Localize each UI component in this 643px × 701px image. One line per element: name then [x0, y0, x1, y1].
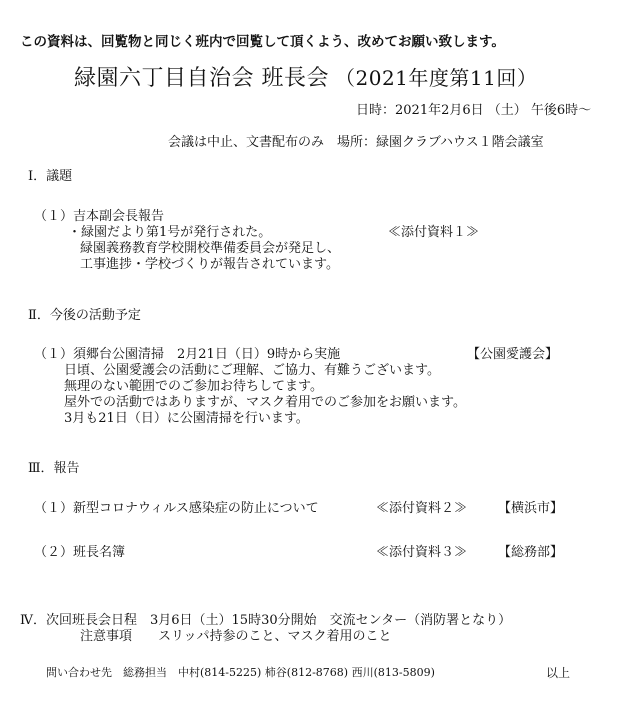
meeting-venue: 会議は中止、文書配布のみ 場所：緑園クラブハウス１階会議室	[168, 135, 544, 150]
section-2-item-1-tag: 【公園愛護会】	[467, 347, 559, 362]
title-main: 緑園六丁目自治会 班長会	[74, 66, 329, 91]
page-title	[74, 68, 537, 90]
meeting-datetime: 日時：2021年2月6日 （土） 午後6時〜	[356, 103, 592, 118]
section-1-item-1-line-1: ・緑園だより第1号が発行された。	[68, 225, 272, 240]
section-4-heading: Ⅳ．次回班長会日程 3月6日（土）15時30分開始 交流センター（消防署となり）	[20, 613, 512, 628]
section-2-heading: Ⅱ．今後の活動予定	[28, 308, 141, 323]
section-2-item-1-line-1: 日頃、公園愛護会の活動にご理解、ご協力、有難うございます。	[64, 363, 440, 378]
attachment-ref-3: ≪添付資料３≫	[376, 545, 468, 560]
section-4-note: 注意事項 スリッパ持参のこと、マスク着用のこと	[80, 629, 392, 644]
section-3-item-2-label: （２）班長名簿	[34, 545, 126, 560]
section-3-item-1-label: （１）新型コロナウィルス感染症の防止について	[34, 501, 319, 516]
section-2-item-1-line-3: 屋外での活動ではありますが、マスク着用でのご参加をお願います。	[64, 395, 466, 410]
circulation-notice: この資料は、回覧物と同じく班内で回覧して頂くよう、改めてお願い致します。	[20, 34, 505, 50]
end-mark: 以上	[546, 666, 571, 680]
section-2-item-1-line-2: 無理のない範囲でのご参加お待ちしてます。	[64, 379, 323, 394]
section-3-item-1-tag: 【横浜市】	[498, 501, 564, 516]
attachment-ref-1: ≪添付資料１≫	[388, 225, 480, 240]
section-1-item-1-label: （１）吉本副会長報告	[34, 209, 165, 224]
section-3-item-2-tag: 【総務部】	[498, 545, 564, 560]
attachment-ref-2: ≪添付資料２≫	[376, 501, 468, 516]
title-session: （2021年度第11回）	[335, 66, 538, 90]
section-2-item-1-label: （１）須郷台公園清掃 2月21日（日）9時から実施	[34, 347, 341, 362]
section-2-item-1-line-4: 3月も21日（日）に公園清掃を行います。	[64, 411, 309, 426]
section-1-item-1-line-2: 緑園義務教育学校開校準備委員会が発足し、	[80, 241, 341, 256]
contact-info: 問い合わせ先 総務担当 中村(814-5225) 柿谷(812-8768) 西川(813-5809)	[46, 666, 435, 679]
section-3-heading: Ⅲ．報告	[28, 461, 80, 476]
section-1-heading: Ⅰ．議題	[28, 169, 73, 184]
section-1-item-1-line-3: 工事進捗・学校づくりが報告されています。	[80, 257, 339, 272]
